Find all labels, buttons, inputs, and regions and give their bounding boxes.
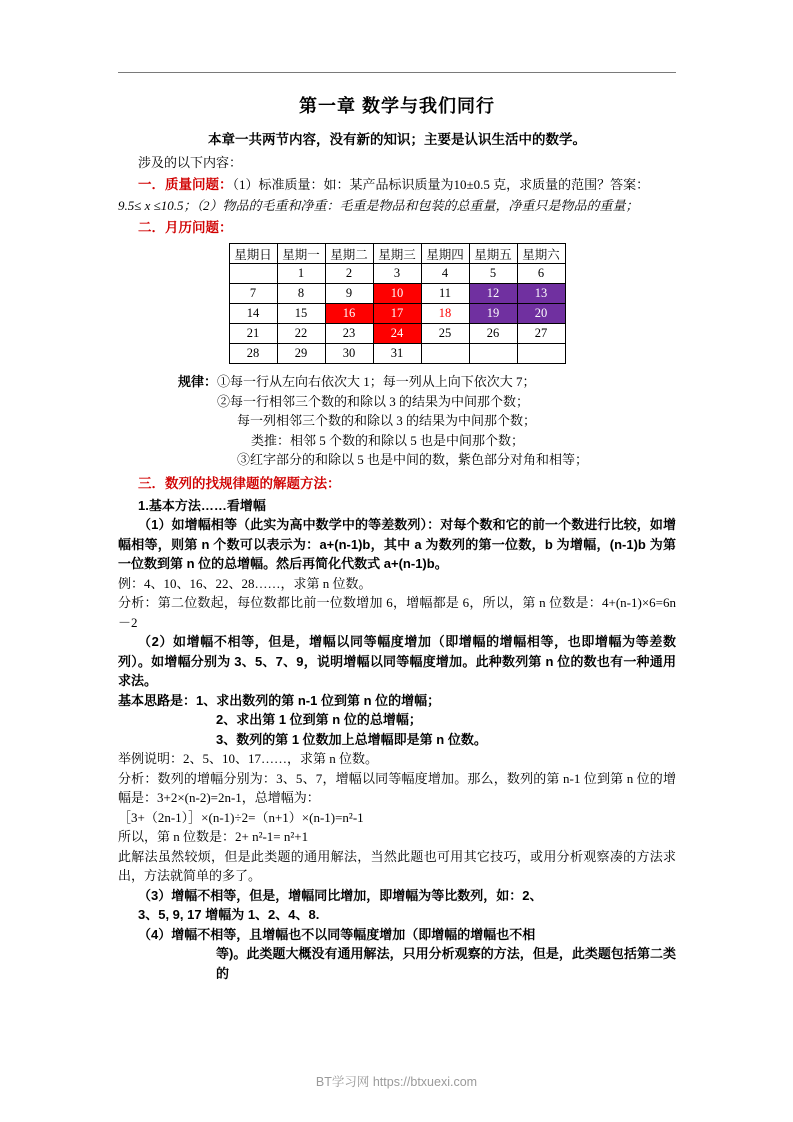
s3-p6 (118, 691, 676, 711)
calendar-header-cell: 星期一 (277, 244, 325, 264)
calendar-day-cell: 17 (373, 304, 421, 324)
table-row (229, 264, 565, 284)
table-row (229, 284, 565, 304)
calendar-day-cell: 11 (421, 284, 469, 304)
document-content (118, 92, 676, 983)
calendar-day-cell: 9 (325, 284, 373, 304)
calendar-day-cell: 5 (469, 264, 517, 284)
rules-block (118, 372, 676, 470)
rule-row (178, 372, 676, 392)
s3-p9: ［3+（2n-1）］×(n-1)÷2=（n+1）×(n-1)=n²-1 (118, 809, 364, 825)
section-three-heading: 三．数列的找规律题的解题方法： (138, 475, 341, 491)
s3-p8: 分析：数列的增幅分别为：3、5、7，增幅以同等幅度增加。那么，数列的第 n-1 位到第 n 位的增幅是：3+2×(n-2)=2n-1，总增幅为： (118, 770, 676, 806)
calendar-day-cell: 6 (517, 264, 565, 284)
calendar-day-cell (229, 264, 277, 284)
calendar-day-cell: 22 (277, 324, 325, 344)
table-row (229, 324, 565, 344)
calendar-day-cell: 23 (325, 324, 373, 344)
calendar-day-cell: 30 (325, 344, 373, 364)
section-one (118, 175, 676, 195)
calendar-day-cell: 14 (229, 304, 277, 324)
s3-p1: 1.基本方法……看增幅 (138, 497, 266, 513)
s3-p15: 等)。此类题大概没有通用解法，只用分析观察的方法，但是，此类题包括第二类的 (216, 946, 676, 981)
calendar-day-cell: 27 (517, 324, 565, 344)
calendar-day-cell: 10 (373, 284, 421, 304)
s3-p11: 此解法虽然较烦，但是此类题的通用解法，当然此题也可用其它技巧，或用分析观察凑的方法求出，方法就简单的多了。 (118, 848, 676, 884)
rule-item: ③红字部分的和除以 5 也是中间的数，紫色部分对角和相等； (237, 452, 589, 468)
s3-p5: （2）如增幅不相等，但是，增幅以同等幅度增加（即增幅的增幅相等，也即增幅为等差数列）。如增幅分别为 3、5、7、9，说明增幅以同等幅度增加。此种数列第 n 位的数也有一种通用求法。 (118, 634, 676, 689)
rule-row (178, 392, 676, 412)
section-one-body2: 9.5≤ x ≤10.5；（2）物品的毛重和净重：毛重是物品和包装的总重量，净重只是物品的重量； (118, 197, 639, 213)
calendar-day-cell (421, 344, 469, 364)
calendar-header-cell: 星期四 (421, 244, 469, 264)
calendar-day-cell: 7 (229, 284, 277, 304)
calendar-day-cell: 8 (277, 284, 325, 304)
calendar-day-cell: 28 (229, 344, 277, 364)
intro-line: 涉及的以下内容： (138, 155, 243, 170)
calendar-day-cell: 31 (373, 344, 421, 364)
calendar-day-cell (517, 344, 565, 364)
table-row (229, 344, 565, 364)
rule-item: ①每一行从左向右依次大 1；每一列从上向下依次大 7； (217, 374, 536, 390)
s3-p7: 举例说明：2、5、10、17……，求第 n 位数。 (118, 751, 379, 767)
calendar-day-cell: 2 (325, 264, 373, 284)
calendar-day-cell: 29 (277, 344, 325, 364)
lead-paragraph: 本章一共两节内容，没有新的知识；主要是认识生活中的数学。 (208, 132, 586, 147)
calendar-day-cell: 1 (277, 264, 325, 284)
calendar-header-cell: 星期五 (469, 244, 517, 264)
calendar-wrapper (118, 243, 676, 364)
calendar-day-cell: 24 (373, 324, 421, 344)
s3-p2: （1）如增幅相等（此实为高中数学中的等差数列）：对每个数和它的前一个数进行比较，如增幅相等，则第 n 个数可以表示为：a+(n-1)b，其中 a 为数列的第一位数，b 为增幅，(n-1)b 为第一位数到第 n 位的总增幅。然后再简化代数式 a+(n-1)b。 (118, 517, 676, 572)
page-title: 第一章 数学与我们同行 (299, 96, 495, 116)
section-one-body: （1）标准质量：如：某产品标识质量为10±0.5 克，求质量的范围？答案： (232, 176, 650, 192)
calendar-day-cell: 26 (469, 324, 517, 344)
calendar-day-cell: 19 (469, 304, 517, 324)
footer-watermark: BT学习网 https://btxuexi.com (315, 1075, 478, 1089)
calendar-day-cell: 18 (421, 304, 469, 324)
calendar-day-cell: 4 (421, 264, 469, 284)
s3-p12: （3）增幅不相等，但是，增幅同比增加，即增幅为等比数列，如：2、 (138, 887, 543, 903)
header-rule (118, 72, 676, 73)
section-two-heading: 二．月历问题： (138, 219, 233, 235)
calendar-day-cell: 12 (469, 284, 517, 304)
rule-row (178, 411, 676, 431)
calendar-header-cell: 星期二 (325, 244, 373, 264)
calendar-header-cell: 星期三 (373, 244, 421, 264)
calendar-day-cell: 15 (277, 304, 325, 324)
section-three (118, 474, 676, 494)
rule-item: ②每一行相邻三个数的和除以 3 的结果为中间那个数； (217, 393, 530, 409)
s3-p6-item3: 3、数列的第 1 位数加上总增幅即是第 n 位数。 (216, 731, 487, 747)
calendar-day-cell (469, 344, 517, 364)
calendar-header-cell: 星期六 (517, 244, 565, 264)
calendar-day-cell: 25 (421, 324, 469, 344)
rule-row (178, 431, 676, 451)
rule-item: 每一列相邻三个数的和除以 3 的结果为中间那个数； (237, 413, 537, 429)
calendar-day-cell: 3 (373, 264, 421, 284)
calendar-body (229, 264, 565, 364)
rules-label: 规律： (178, 374, 218, 390)
s3-p3: 例：4、10、16、22、28……，求第 n 位数。 (118, 575, 372, 591)
calendar-header-cell: 星期日 (229, 244, 277, 264)
month-calendar-table (229, 243, 566, 364)
section-one-heading: 一．质量问题： (138, 176, 233, 192)
calendar-day-cell: 16 (325, 304, 373, 324)
section-two (118, 218, 676, 238)
s3-p6-item: 1、求出数列的第 n-1 位到第 n 位的增幅； (196, 692, 441, 708)
calendar-day-cell: 13 (517, 284, 565, 304)
s3-p6-item2: 2、求出第 1 位到第 n 位的总增幅； (216, 712, 422, 728)
s3-p4: 分析：第二位数起，每位数都比前一位数增加 6，增幅都是 6，所以，第 n 位数是：4+(n-1)×6=6n－2 (118, 595, 676, 630)
table-row (229, 304, 565, 324)
s3-p14: （4）增幅不相等，且增幅也不以同等幅度增加（即增幅的增幅也不相 (138, 926, 536, 942)
calendar-day-cell: 21 (229, 324, 277, 344)
s3-p13: 3、5, 9, 17 增幅为 1、2、4、8. (138, 907, 320, 923)
rule-row (178, 450, 676, 470)
calendar-header-row (229, 244, 565, 264)
calendar-day-cell: 20 (517, 304, 565, 324)
rule-item: 类推：相邻 5 个数的和除以 5 也是中间那个数； (251, 432, 525, 448)
s3-p10: 所以，第 n 位数是：2+ n²-1= n²+1 (118, 829, 309, 845)
s3-p6-label: 基本思路是： (118, 692, 197, 708)
